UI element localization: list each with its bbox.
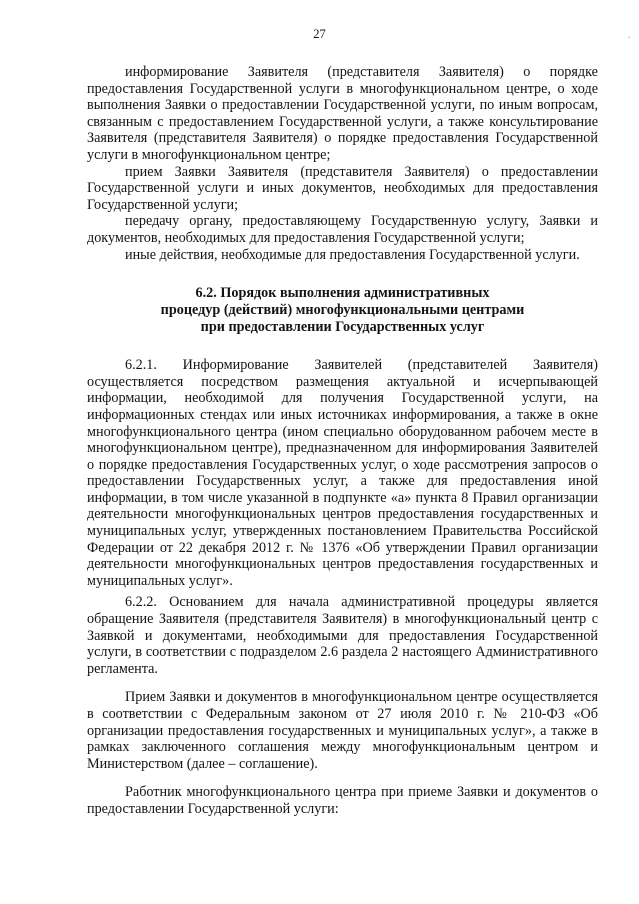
- paragraph-6-2-2: 6.2.2. Основанием для начала административной процедуры является обращение Заявителя (представителя Заявителя) в многофункциональный центр с Заявкой и документами, необходимыми для предоставления Государственной услуги, в соответствии с подразделом 2.6 раздела 2 настоящего Административного регламента.: [87, 594, 598, 677]
- scan-mark: ·: [627, 33, 631, 44]
- paragraph-other-actions: иные действия, необходимые для предоставления Государственной услуги.: [125, 246, 580, 263]
- paragraph-6-2-1: 6.2.1. Информирование Заявителей (представителей Заявителя) осуществляется посредством размещения актуальной и исчерпывающей информации, необходимой для получения Государственной услуги, на информационных стендах или иных источниках информирования, а также в окне многофункционального центра (ином специально оборудованном рабочем месте в многофункциональном центре), предназначенном для информирования Заявителей о порядке предоставления Государственных услуг, о ходе рассмотрения запросов о предоставлении Государственных услуг, а также для предоставления иной информации, в том числе указанной в подпункте «а» пункта 8 Правил организации деятельности многофункциональных центров предоставления государственных и муниципальных услуг, утвержденных постановлением Правительства Российской Федерации от 22 декабря 2012 г. № 1376 «Об утверждении Правил организации деятельности многофункциональных центров предоставления государственных и муниципальных услуг».: [87, 357, 598, 589]
- paragraph-reception: прием Заявки Заявителя (представителя Заявителя) о предоставлении Государственной услуги и иных документов, необходимых для предоставления Государственной услуги;: [87, 163, 598, 213]
- paragraph-reception-procedure: Прием Заявки и документов в многофункциональном центре осуществляется в соответствии с Федеральным законом от 27 июля 2010 г. № 210-ФЗ «Об организации предоставления государственных и муниципальных услуг», а также в рамках заключенного соглашения между многофункциональным центром и Министерством (далее – соглашение).: [87, 689, 598, 772]
- paragraph-informing: информирование Заявителя (представителя Заявителя) о порядке предоставления Государственной услуги в многофункциональном центре, о ходе выполнения Заявки о предоставлении Государственной услуги, по иным вопросам, связанным с предоставлением Государственной услуги, а также консультирование Заявителя (представителя Заявителя) о порядке предоставления Государственной услуги в многофункциональном центре;: [87, 64, 598, 163]
- page-content: [87, 64, 598, 818]
- section-heading-line-3: при предоставлении Государственных услуг: [200, 319, 485, 336]
- section-heading-line-2: процедур (действий) многофункциональными центрами: [160, 302, 525, 319]
- page-number: 27: [313, 27, 326, 41]
- section-heading: [87, 285, 598, 336]
- paragraph-transfer: передачу органу, предоставляющему Государственную услугу, Заявки и документов, необходимых для предоставления Государственной услуги;: [87, 213, 598, 246]
- section-heading-line-1: 6.2. Порядок выполнения административных: [195, 285, 490, 302]
- paragraph-worker-duties: Работник многофункционального центра при приеме Заявки и документов о предоставлении Государственной услуги:: [87, 784, 598, 817]
